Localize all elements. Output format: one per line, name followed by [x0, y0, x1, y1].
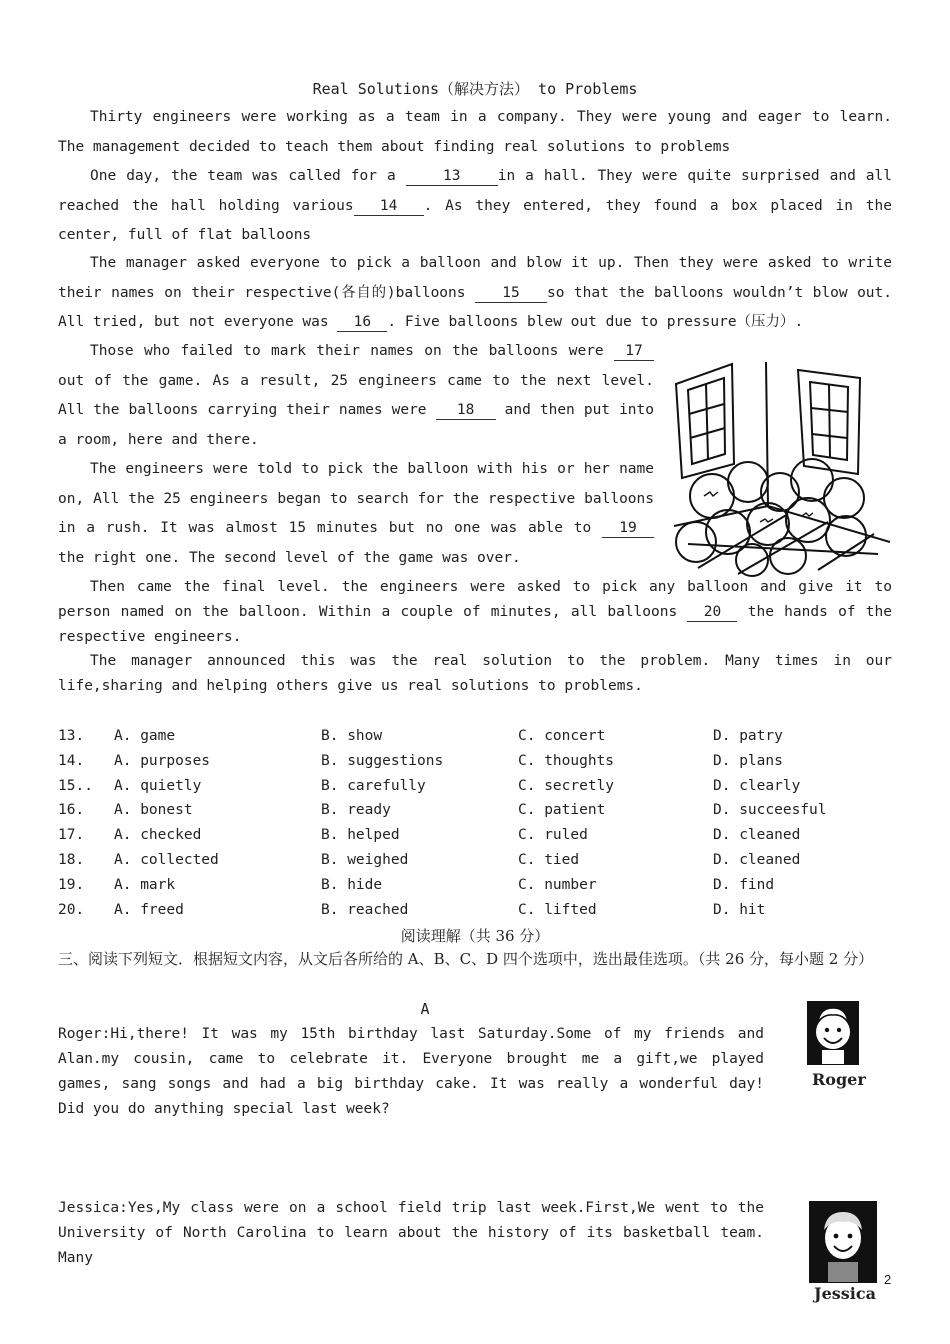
option-b: B. hide: [321, 876, 383, 893]
roger-speech: Roger:Hi,there! It was my 15th birthday last Saturday.Some of my friends and Alan.my cousin, came to celebrate it. Everyone brought me a gift,we played games, sang songs and had a big birthday cake. It was really a wonderful day! Did you do anything special last week?: [58, 1026, 764, 1117]
option-b: B. ready: [321, 802, 391, 819]
option-c: C. tied: [518, 851, 580, 868]
roger-label: Roger: [812, 1070, 866, 1089]
option-d: D. plans: [713, 752, 783, 769]
blank-14: 14: [354, 197, 424, 216]
page-number: 2: [884, 1272, 892, 1287]
blank-15: 15: [475, 284, 547, 303]
option-d: D. cleaned: [713, 827, 801, 844]
options-row: 16. A. bonest B. ready C. patient D. succeesful: [58, 798, 892, 823]
passage-title: Real Solutions（解决方法） to Problems: [312, 80, 638, 98]
option-c: C. patient: [518, 802, 606, 819]
section-instructions: 三、阅读下列短文．根据短文内容，从文后各所给的 A、B、C、D 四个选项中，选出最佳选项。（共 26 分，每小题 2 分）: [58, 950, 874, 968]
option-d: D. clearly: [713, 777, 801, 794]
paragraph-6: Then came the final level. the engineers were asked to pick any balloon and give it to person named on the balloon. Within a couple of minutes, all balloons 20 the hands of the respective engineers.: [58, 579, 892, 645]
option-a: A. mark: [114, 876, 176, 893]
option-c: C. number: [518, 876, 597, 893]
jessica-label: Jessica: [814, 1284, 876, 1303]
paragraph-5: The engineers were told to pick the balloon with his or her name on, All the 25 engineers began to search for the respective balloons in a rush. It was almost 15 minutes but no one was able to 19 the right one. The second level of the game was over.: [58, 461, 654, 566]
part-label: A: [420, 1000, 430, 1018]
option-a: A. quietly: [114, 777, 202, 794]
option-a: A. freed: [114, 901, 184, 918]
option-a: A. checked: [114, 827, 202, 844]
option-d: D. patry: [713, 728, 783, 744]
paragraph-2: One day, the team was called for a 13 in a hall. They were quite surprised and all reached the hall holding various 14 . As they entered, they found a box placed in the center, full of flat balloons: [58, 168, 892, 243]
blank-20: 20: [687, 603, 737, 622]
section-title: 阅读理解（共 36 分）: [400, 927, 550, 945]
jessica-avatar: [808, 1200, 878, 1284]
paragraph-4: Those who failed to mark their names on the balloons were 17 out of the game. As a result, 25 engineers came to the next level. All the balloons carrying their names were 18 and then put into a room, here and there.: [58, 343, 654, 448]
options-row: 19. A. mark B. hide C. number D. find: [58, 873, 892, 898]
option-b: B. carefully: [321, 777, 426, 794]
paragraph-3: The manager asked everyone to pick a balloon and blow it up. Then they were asked to write their names on their respective(各自的)balloons 15 so that the balloons wouldn’t blow out. All tried, but not everyone was 16 . Five balloons blew out due to pressure（压力）.: [58, 255, 892, 330]
options-table: [58, 724, 892, 922]
options-row: 15.. A. quietly B. carefully C. secretly D. clearly: [58, 774, 892, 799]
option-a: A. purposes: [114, 752, 211, 769]
jessica-speech: Jessica:Yes,My class were on a school field trip last week.First,We went to the University of North Carolina to learn about the history of its basketball team. Many: [58, 1200, 764, 1266]
option-a: A. bonest: [114, 802, 193, 819]
option-a: A. collected: [114, 851, 219, 868]
option-b: B. helped: [321, 827, 400, 844]
option-b: B. suggestions: [321, 752, 444, 769]
option-d: D. cleaned: [713, 851, 801, 868]
option-d: D. hit: [713, 901, 766, 918]
options-row: 18. A. collected B. weighed C. tied D. cleaned: [58, 848, 892, 873]
option-c: C. concert: [518, 728, 606, 744]
option-c: C. thoughts: [518, 752, 615, 769]
blank-16: 16: [337, 313, 387, 332]
option-d: D. succeesful: [713, 802, 827, 819]
option-c: C. lifted: [518, 901, 597, 918]
options-row: 13. A. game B. show C. concert D. patry: [58, 724, 892, 749]
blank-19: 19: [602, 519, 654, 538]
option-d: D. find: [713, 876, 775, 893]
blank-17: 17: [614, 342, 654, 361]
option-b: B. show: [321, 728, 383, 744]
blank-18: 18: [436, 401, 496, 420]
paragraph-7: The manager announced this was the real solution to the problem. Many times in our life,sharing and helping others give us real solutions to problems.: [58, 653, 892, 694]
balloons-room-illustration: [668, 356, 894, 578]
options-row: 14. A. purposes B. suggestions C. thoughts D. plans: [58, 749, 892, 774]
roger-avatar: [806, 1000, 860, 1066]
blank-13: 13: [406, 167, 498, 186]
options-row: 17. A. checked B. helped C. ruled D. cleaned: [58, 823, 892, 848]
option-c: C. ruled: [518, 827, 588, 844]
paragraph-1: Thirty engineers were working as a team in a company. They were young and eager to learn. The management decided to teach them about finding real solutions to problems: [58, 109, 892, 155]
option-a: A. game: [114, 728, 176, 744]
options-row: 20. A. freed B. reached C. lifted D. hit: [58, 898, 892, 923]
option-b: B. weighed: [321, 851, 409, 868]
option-c: C. secretly: [518, 777, 615, 794]
option-b: B. reached: [321, 901, 409, 918]
